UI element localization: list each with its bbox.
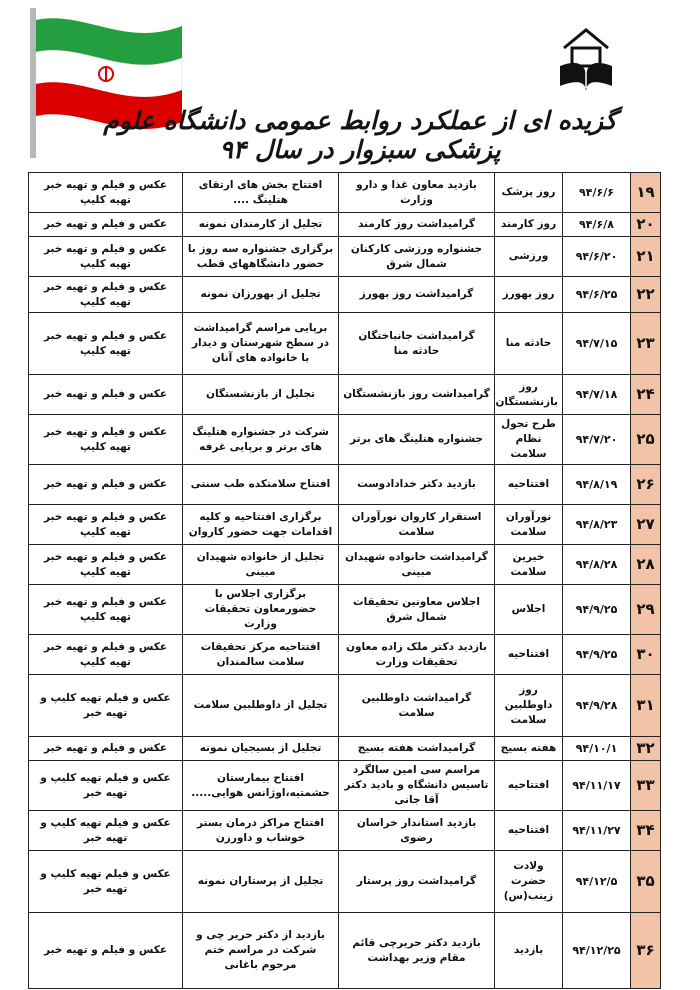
activities-table [28,172,661,989]
row-date: ۹۴/۹/۲۸ [563,675,631,737]
row-event: بازدید دکتر حریرچی قائم مقام وزیر بهداشت [339,913,495,989]
row-event: گرامیداشت خانواده شهیدان مبینی [339,545,495,585]
row-activity: شرکت در جشنواره هتلینگ های برتر و برپایی غرفه [183,415,339,465]
row-occasion: بازدید [495,913,563,989]
row-occasion: طرح تحول نظام سلامت [495,415,563,465]
table-row [29,173,661,213]
row-event: جشنواره ورزشی کارکنان شمال شرق [339,237,495,277]
row-activity: تجلیل از بسیجیان نمونه [183,737,339,761]
row-activity: برگزاری جشنواره سه روز با حضور دانشگاههای قطب [183,237,339,277]
row-activity: تجلیل از بازنشستگان [183,375,339,415]
table-row [29,851,661,913]
row-activity: افتتاح سلامتکده طب سنتی [183,465,339,505]
row-number: ۲۱ [631,237,661,277]
row-activity: تجلیل از خانواده شهیدان مبینی [183,545,339,585]
row-media: عکس و فیلم تهیه کلیپ و تهیه خبر [29,851,183,913]
table-row [29,213,661,237]
row-number: ۱۹ [631,173,661,213]
row-number: ۲۲ [631,277,661,313]
row-number: ۳۴ [631,811,661,851]
row-event: گرامیداشت روز بهورز [339,277,495,313]
row-media: عکس و فیلم و تهیه خبر تهیه کلیپ [29,545,183,585]
table-row [29,585,661,635]
row-event: بازدید دکتر ملک زاده معاون تحقیقات وزارت [339,635,495,675]
table-row [29,505,661,545]
table-row [29,675,661,737]
row-media: عکس و فیلم و تهیه خبر [29,913,183,989]
row-event: گرامیداشت هفته بسیج [339,737,495,761]
row-date: ۹۴/۶/۶ [563,173,631,213]
row-occasion: روز داوطلبین سلامت [495,675,563,737]
row-event: گرامیداشت جانباختگان حادثه منا [339,313,495,375]
row-occasion: افتتاحیه [495,811,563,851]
row-date: ۹۴/۹/۲۵ [563,635,631,675]
row-event: بازدید دکتر خدادادوست [339,465,495,505]
row-number: ۲۰ [631,213,661,237]
row-media: عکس و فیلم تهیه کلیپ و تهیه خبر [29,811,183,851]
row-number: ۲۴ [631,375,661,415]
row-media: عکس و فیلم و تهیه خبر [29,465,183,505]
row-media: عکس و فیلم و تهیه خبر تهیه کلیپ [29,313,183,375]
row-date: ۹۴/۱۲/۲۵ [563,913,631,989]
row-activity: افتتاح مراکز درمان بستر خوشاب و داورزن [183,811,339,851]
row-media: عکس و فیلم و تهیه خبر تهیه کلیپ [29,277,183,313]
row-date: ۹۴/۶/۸ [563,213,631,237]
table-row [29,375,661,415]
row-occasion: اجلاس [495,585,563,635]
row-activity: افتتاح بیمارستان حشمتیه،اوژانس هوایی..... [183,761,339,811]
row-media: عکس و فیلم و تهیه خبر [29,737,183,761]
book-building-icon [556,22,656,92]
row-date: ۹۴/۷/۱۵ [563,313,631,375]
row-date: ۹۴/۸/۲۳ [563,505,631,545]
table-row [29,415,661,465]
row-activity: برپایی مراسم گرامیداشت در سطح شهرستان و دیدار با خانواده های آنان [183,313,339,375]
row-activity: بازدید از دکتر حریر چی و شرکت در مراسم ختم مرحوم باغانی [183,913,339,989]
row-occasion: افتتاحیه [495,465,563,505]
row-event: گرامیداشت روز بازنشستگان [339,375,495,415]
row-occasion: ولادت حضرت زینب(س) [495,851,563,913]
row-activity: تجلیل از داوطلبین سلامت [183,675,339,737]
table-row [29,737,661,761]
row-date: ۹۴/۸/۱۹ [563,465,631,505]
row-event: گرامیداشت روز کارمند [339,213,495,237]
row-date: ۹۴/۷/۲۰ [563,415,631,465]
row-number: ۳۰ [631,635,661,675]
row-event: گرامیداشت داوطلبین سلامت [339,675,495,737]
row-number: ۳۵ [631,851,661,913]
row-media: عکس و فیلم و تهیه خبر [29,213,183,237]
row-date: ۹۴/۱۰/۱ [563,737,631,761]
row-event: اجلاس معاونین تحقیقات شمال شرق [339,585,495,635]
row-event: گرامیداشت روز پرستار [339,851,495,913]
table-row [29,761,661,811]
row-date: ۹۴/۷/۱۸ [563,375,631,415]
table-row [29,913,661,989]
row-number: ۳۲ [631,737,661,761]
row-occasion: هفته بسیج [495,737,563,761]
table-row [29,277,661,313]
page-title: گزیده ای از عملکرد روابط عمومی دانشگاه علوم پزشکی سبزوار در سال ۹۴ [103,106,617,164]
row-media: عکس و فیلم و تهیه خبر تهیه کلیپ [29,585,183,635]
row-media: عکس و فیلم و تهیه خبر تهیه کلیپ [29,237,183,277]
row-activity: برگزاری افتتاحیه و کلیه اقدامات جهت حضور کاروان [183,505,339,545]
row-number: ۲۷ [631,505,661,545]
row-media: عکس و فیلم و تهیه خبر تهیه کلیپ [29,173,183,213]
table-row [29,313,661,375]
row-occasion: ورزشی [495,237,563,277]
row-media: عکس و فیلم تهیه کلیپ و تهیه خبر [29,675,183,737]
row-number: ۳۶ [631,913,661,989]
row-number: ۲۶ [631,465,661,505]
row-date: ۹۴/۶/۲۰ [563,237,631,277]
row-number: ۲۹ [631,585,661,635]
row-date: ۹۴/۱۱/۱۷ [563,761,631,811]
row-event: جشنواره هتلینگ های برتر [339,415,495,465]
row-activity: افتتاح بخش های ارتقای هتلینگ .... [183,173,339,213]
row-date: ۹۴/۹/۲۵ [563,585,631,635]
row-activity: تجلیل از بهورزان نمونه [183,277,339,313]
row-media: عکس و فیلم تهیه کلیپ و تهیه خبر [29,761,183,811]
row-number: ۲۵ [631,415,661,465]
row-date: ۹۴/۱۲/۵ [563,851,631,913]
row-activity: برگزاری اجلاس با حضورمعاون تحقیقات وزارت [183,585,339,635]
row-occasion: افتتاحیه [495,761,563,811]
row-date: ۹۴/۱۱/۲۷ [563,811,631,851]
row-occasion: حادثه منا [495,313,563,375]
page-header [0,0,700,172]
row-media: عکس و فیلم و تهیه خبر تهیه کلیپ [29,505,183,545]
row-occasion: روز پزشک [495,173,563,213]
row-activity: تجلیل از پرستاران نمونه [183,851,339,913]
row-date: ۹۴/۶/۲۵ [563,277,631,313]
row-occasion: روز کارمند [495,213,563,237]
row-activity: افتتاحیه مرکز تحقیقات سلامت سالمندان [183,635,339,675]
row-event: استقرار کاروان نورآوران سلامت [339,505,495,545]
row-date: ۹۴/۸/۲۸ [563,545,631,585]
row-occasion: نورآوران سلامت [495,505,563,545]
row-activity: تجلیل از کارمندان نمونه [183,213,339,237]
row-event: بازدید استاندار خراسان رضوی [339,811,495,851]
row-occasion: روز بازنشستگان [495,375,563,415]
row-number: ۲۳ [631,313,661,375]
row-number: ۳۱ [631,675,661,737]
row-media: عکس و فیلم و تهیه خبر تهیه کلیپ [29,415,183,465]
row-occasion: خیرین سلامت [495,545,563,585]
table-row [29,811,661,851]
row-media: عکس و فیلم و تهیه خبر تهیه کلیپ [29,635,183,675]
row-number: ۲۸ [631,545,661,585]
row-occasion: روز بهورز [495,277,563,313]
row-number: ۳۳ [631,761,661,811]
university-logo [556,22,656,92]
table-body [29,173,661,989]
row-media: عکس و فیلم و تهیه خبر [29,375,183,415]
table-row [29,545,661,585]
table-row [29,465,661,505]
table-row [29,635,661,675]
row-event: مراسم سی امین سالگرد تاسیس دانشگاه و بادید دکتر آقا جانی [339,761,495,811]
row-event: بازدید معاون غذا و دارو وزارت [339,173,495,213]
table-row [29,237,661,277]
row-occasion: افتتاحیه [495,635,563,675]
